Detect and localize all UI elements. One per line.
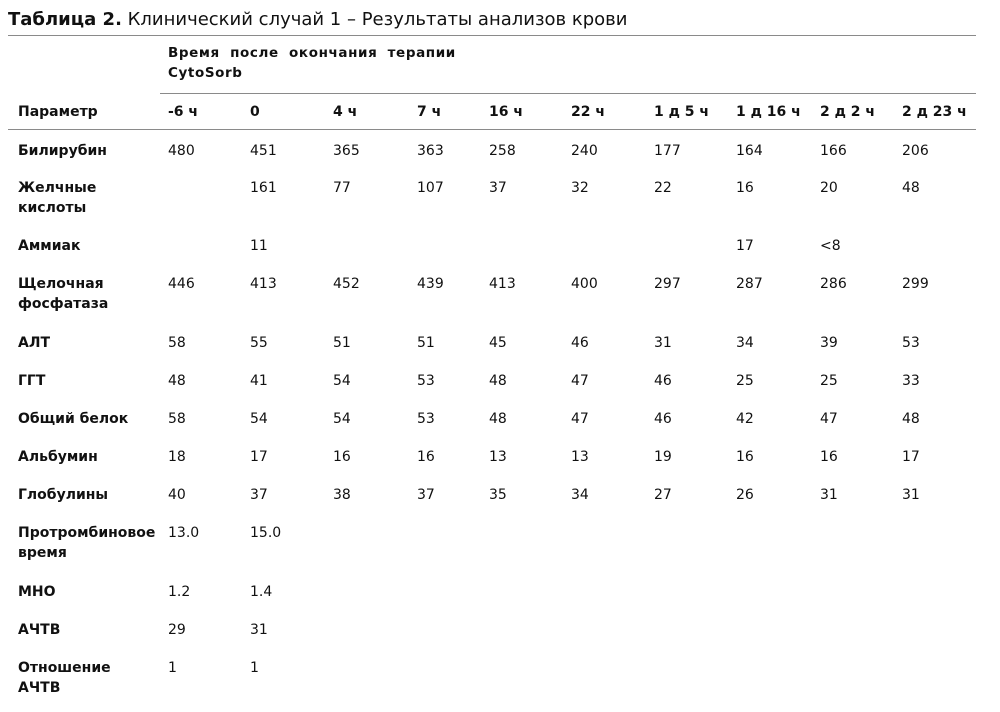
table-cell: 31 — [820, 487, 838, 503]
table-cell: 1.2 — [168, 584, 191, 600]
table-cell: 13.0 — [168, 525, 200, 541]
caption-text: Клинический случай 1 – Результаты анализов крови — [121, 9, 628, 30]
table-cell: 13 — [571, 449, 589, 465]
table-cell: 46 — [654, 411, 672, 427]
table-cell: 15.0 — [250, 525, 282, 541]
table-cell: 480 — [168, 143, 195, 159]
column-header: -6 ч — [168, 104, 199, 120]
table-cell: 48 — [489, 411, 507, 427]
table-cell: 439 — [417, 276, 444, 292]
table-cell: 17 — [250, 449, 268, 465]
table-cell: 41 — [250, 373, 268, 389]
time-group-divider — [160, 93, 976, 94]
table-cell: 16 — [820, 449, 838, 465]
table-cell: 46 — [571, 335, 589, 351]
table-cell: 42 — [736, 411, 754, 427]
column-header: 7 ч — [417, 104, 442, 120]
table-cell: 363 — [417, 143, 444, 159]
table-cell: 11 — [250, 238, 268, 254]
column-header: 16 ч — [489, 104, 523, 120]
table-cell: 27 — [654, 487, 672, 503]
table-cell: 53 — [902, 335, 920, 351]
table-cell: 451 — [250, 143, 277, 159]
table-cell: 1 — [168, 660, 177, 676]
table-cell: 45 — [489, 335, 507, 351]
table-cell: 287 — [736, 276, 763, 292]
parameter-name: Протромбиновое время — [18, 525, 156, 561]
table-cell: 286 — [820, 276, 847, 292]
table-cell: 54 — [333, 411, 351, 427]
parameter-name: Отношение АЧТВ — [18, 660, 111, 696]
parameter-name: Общий белок — [18, 411, 129, 427]
table-cell: 19 — [654, 449, 672, 465]
table-cell: 40 — [168, 487, 186, 503]
table-cell: 58 — [168, 411, 186, 427]
table-cell: 413 — [489, 276, 516, 292]
parameter-column-header: Параметр — [18, 104, 98, 120]
table-cell: 34 — [571, 487, 589, 503]
table-cell: 47 — [571, 373, 589, 389]
table-cell: <8 — [820, 238, 841, 254]
table-cell: 55 — [250, 335, 268, 351]
table-cell: 53 — [417, 373, 435, 389]
table-cell: 446 — [168, 276, 195, 292]
table-cell: 38 — [333, 487, 351, 503]
column-header: 0 — [250, 104, 260, 120]
parameter-name: Щелочная фосфатаза — [18, 276, 109, 312]
column-header: 4 ч — [333, 104, 358, 120]
table-cell: 58 — [168, 335, 186, 351]
table-cell: 164 — [736, 143, 763, 159]
parameter-name: Билирубин — [18, 143, 107, 159]
table-cell: 29 — [168, 622, 186, 638]
table-cell: 51 — [417, 335, 435, 351]
table-cell: 34 — [736, 335, 754, 351]
table-cell: 22 — [654, 180, 672, 196]
column-header: 2 д 2 ч — [820, 104, 876, 120]
parameter-name: Аммиак — [18, 238, 81, 254]
table-caption — [8, 8, 627, 32]
table-cell: 452 — [333, 276, 360, 292]
caption-label: Таблица 2. — [8, 9, 122, 30]
time-group-header: Время после окончания терапии CytoSorb — [168, 45, 456, 81]
table-cell: 37 — [250, 487, 268, 503]
column-header: 1 д 5 ч — [654, 104, 710, 120]
table-cell: 46 — [654, 373, 672, 389]
table-cell: 299 — [902, 276, 929, 292]
column-header: 22 ч — [571, 104, 605, 120]
table-cell: 400 — [571, 276, 598, 292]
table-cell: 166 — [820, 143, 847, 159]
table-cell: 20 — [820, 180, 838, 196]
table-cell: 37 — [417, 487, 435, 503]
table-cell: 26 — [736, 487, 754, 503]
table-cell: 206 — [902, 143, 929, 159]
table-cell: 47 — [820, 411, 838, 427]
caption-divider — [8, 35, 976, 36]
table-cell: 39 — [820, 335, 838, 351]
table-cell: 1.4 — [250, 584, 273, 600]
table-cell: 47 — [571, 411, 589, 427]
parameter-name: МНО — [18, 584, 56, 600]
table-cell: 31 — [902, 487, 920, 503]
table-cell: 54 — [250, 411, 268, 427]
table-cell: 1 — [250, 660, 259, 676]
table-cell: 16 — [736, 180, 754, 196]
table-cell: 48 — [902, 411, 920, 427]
table-cell: 35 — [489, 487, 507, 503]
table-cell: 258 — [489, 143, 516, 159]
table-cell: 16 — [333, 449, 351, 465]
table-cell: 17 — [902, 449, 920, 465]
table-cell: 31 — [654, 335, 672, 351]
table-cell: 25 — [736, 373, 754, 389]
table-cell: 240 — [571, 143, 598, 159]
parameter-name: Желчные кислоты — [18, 180, 97, 216]
column-header: 2 д 23 ч — [902, 104, 967, 120]
parameter-name: Альбумин — [18, 449, 98, 465]
table-cell: 17 — [736, 238, 754, 254]
table-cell: 365 — [333, 143, 360, 159]
table-cell: 48 — [489, 373, 507, 389]
table-cell: 107 — [417, 180, 444, 196]
header-divider — [8, 129, 976, 130]
table-cell: 297 — [654, 276, 681, 292]
parameter-name: АЛТ — [18, 335, 51, 351]
table-cell: 48 — [902, 180, 920, 196]
table-cell: 51 — [333, 335, 351, 351]
table-cell: 25 — [820, 373, 838, 389]
table-cell: 16 — [417, 449, 435, 465]
table-cell: 77 — [333, 180, 351, 196]
table-cell: 37 — [489, 180, 507, 196]
table-cell: 177 — [654, 143, 681, 159]
column-header: 1 д 16 ч — [736, 104, 801, 120]
parameter-name: Глобулины — [18, 487, 109, 503]
table-cell: 32 — [571, 180, 589, 196]
table-cell: 18 — [168, 449, 186, 465]
table-cell: 161 — [250, 180, 277, 196]
table-cell: 13 — [489, 449, 507, 465]
table-cell: 48 — [168, 373, 186, 389]
table-cell: 54 — [333, 373, 351, 389]
table-cell: 53 — [417, 411, 435, 427]
table-cell: 413 — [250, 276, 277, 292]
parameter-name: ГГТ — [18, 373, 46, 389]
table-cell: 33 — [902, 373, 920, 389]
table-cell: 31 — [250, 622, 268, 638]
parameter-name: АЧТВ — [18, 622, 61, 638]
table-cell: 16 — [736, 449, 754, 465]
